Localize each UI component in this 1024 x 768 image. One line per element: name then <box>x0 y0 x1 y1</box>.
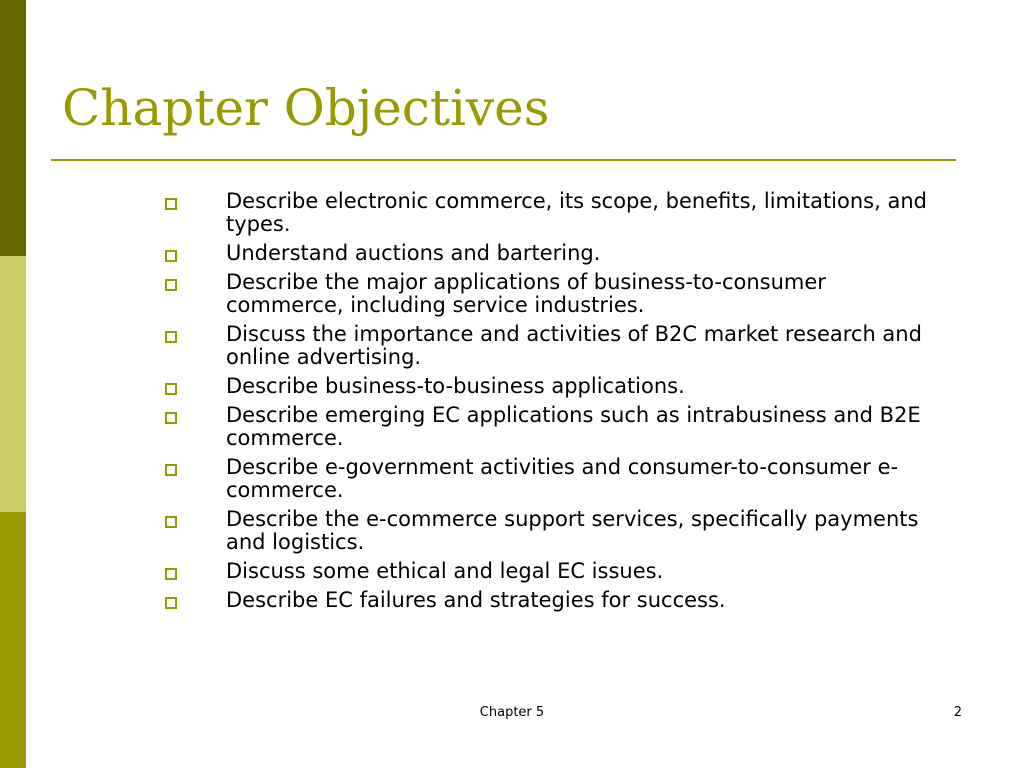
square-bullet-icon <box>165 597 177 609</box>
list-item <box>165 456 935 502</box>
square-bullet-icon <box>165 250 177 262</box>
list-item <box>165 323 935 369</box>
list-item-text: Discuss the importance and activities of B2C market research and online advertising. <box>226 322 922 369</box>
list-item <box>165 404 935 450</box>
list-item-text: Describe EC failures and strategies for success. <box>226 588 726 612</box>
slide-title: Chapter Objectives <box>62 79 550 137</box>
list-item-text: Discuss some ethical and legal EC issues. <box>226 559 664 583</box>
list-item-text: Describe e-government activities and consumer-to-consumer e-commerce. <box>226 455 899 502</box>
list-item <box>165 560 935 583</box>
square-bullet-icon <box>165 198 177 210</box>
square-bullet-icon <box>165 331 177 343</box>
sidebar-band-top <box>0 0 26 256</box>
objectives-list <box>165 190 935 618</box>
list-item-text: Describe the major applications of business-to-consumer commerce, including service industries. <box>226 270 826 317</box>
list-item <box>165 508 935 554</box>
list-item <box>165 242 935 265</box>
sidebar-band-middle <box>0 256 26 512</box>
square-bullet-icon <box>165 464 177 476</box>
list-item <box>165 190 935 236</box>
list-item-text: Describe electronic commerce, its scope, benefits, limitations, and types. <box>226 189 927 236</box>
square-bullet-icon <box>165 279 177 291</box>
list-item-text: Describe emerging EC applications such as intrabusiness and B2E commerce. <box>226 403 921 450</box>
list-item <box>165 375 935 398</box>
square-bullet-icon <box>165 383 177 395</box>
list-item <box>165 271 935 317</box>
list-item-text: Describe the e-commerce support services, specifically payments and logistics. <box>226 507 919 554</box>
list-item-text: Describe business-to-business applications. <box>226 374 685 398</box>
list-item <box>165 589 935 612</box>
square-bullet-icon <box>165 568 177 580</box>
square-bullet-icon <box>165 516 177 528</box>
footer-chapter-label: Chapter 5 <box>479 705 545 720</box>
title-underline <box>51 159 956 161</box>
footer-page-number: 2 <box>953 705 962 720</box>
square-bullet-icon <box>165 412 177 424</box>
list-item-text: Understand auctions and bartering. <box>226 241 601 265</box>
sidebar-band-bottom <box>0 512 26 768</box>
